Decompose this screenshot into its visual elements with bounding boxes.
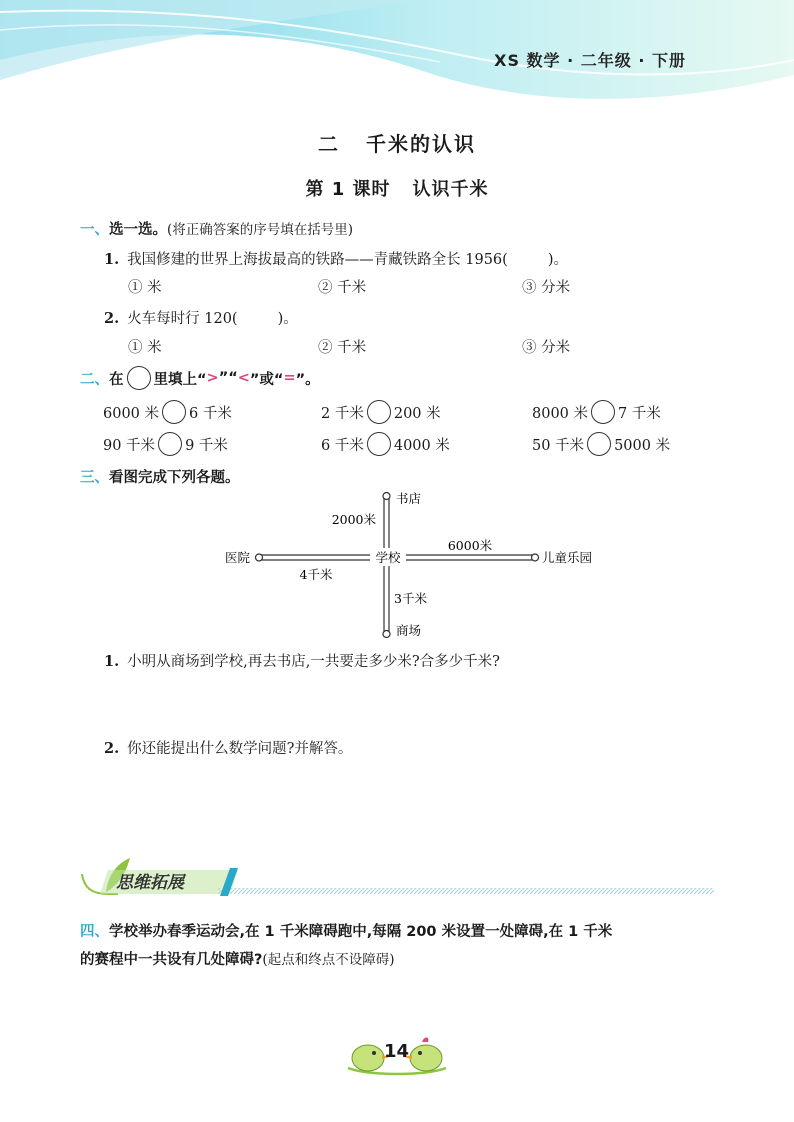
title-text: 里填上“ [153,371,207,388]
page-number: 14 [384,1041,410,1062]
park-label: 儿童乐园 [542,550,593,565]
option-c: ③ 分米 [522,340,571,356]
compare-left: 6000 米 [103,405,160,422]
comparison-item [103,432,228,456]
section-2-heading [80,366,320,390]
mall-distance: 3千米 [394,591,427,606]
chapter-name: 千米的认识 [366,132,476,156]
lesson-period: 第 1 课时 [305,179,391,200]
question-number: 2. [104,740,120,757]
option-b: ② 千米 [318,280,367,296]
mall-point-icon [383,631,390,638]
compare-right: 9 千米 [185,437,228,454]
bow-icon [422,1038,428,1043]
section-note: (将正确答案的序号填在括号里) [167,222,354,238]
compare-left: 50 千米 [532,437,585,454]
option-a: ① 米 [128,340,162,356]
compare-right: 7 千米 [618,405,661,422]
park-point-icon [532,554,539,561]
question-number: 2. [104,310,120,327]
school-label: 学校 [375,550,401,565]
question-text: 小明从商场到学校,再去书店,一共要走多少米?合多少千米? [127,654,500,670]
question-1-1 [104,248,568,269]
section-note: (起点和终点不设障碍) [262,952,395,968]
section-1-heading [80,218,353,239]
divider-stripes [218,888,714,894]
section-number: 二、 [80,371,109,388]
question-text: 火车每时行 120( [127,311,238,327]
answer-circle[interactable] [162,400,186,424]
section-3-heading [80,466,240,487]
comparison-item [532,432,670,456]
option-c: ③ 分米 [522,280,571,296]
option-a: ① 米 [128,280,162,296]
circle-icon [127,366,151,390]
title-text: 在 [109,371,124,388]
section-title: 选一选。 [109,222,167,238]
thinking-extension-banner [78,858,718,898]
title-text: ”“ [218,370,238,386]
compare-left: 2 千米 [321,405,364,422]
answer-circle[interactable] [367,400,391,424]
question-3-1 [104,650,500,671]
less-than-symbol: < [237,370,250,386]
bird-left-icon [352,1045,384,1071]
bookstore-point-icon [383,493,390,500]
section-4-line1 [80,920,612,941]
answer-circle[interactable] [591,400,615,424]
compare-right: 200 米 [393,405,441,422]
bird-right-icon [410,1045,442,1071]
section-text: 的赛程中一共设有几处障碍? [80,952,263,968]
comparison-item [103,400,232,424]
question-close: )。 [547,252,568,268]
section-number: 三、 [80,470,109,486]
section-number: 一、 [80,222,109,238]
chapter-title [0,128,794,157]
question-text: 我国修建的世界上海拔最高的铁路——青藏铁路全长 1956( [127,252,508,268]
section-title: 看图完成下列各题。 [109,470,240,486]
mall-label: 商场 [396,623,422,638]
route-map [200,486,620,646]
question-number: 1. [104,251,120,268]
answer-circle[interactable] [587,432,611,456]
option-b: ② 千米 [318,340,367,356]
question-1-2 [104,307,298,328]
question-3-2 [104,737,352,758]
answer-circle[interactable] [158,432,182,456]
hospital-point-icon [256,554,263,561]
compare-right: 6 千米 [189,405,232,422]
compare-right: 4000 米 [393,437,450,454]
section-number: 四、 [80,924,109,940]
bird-eye-icon [372,1051,376,1055]
compare-left: 6 千米 [321,437,364,454]
bird-eye-icon [418,1051,422,1055]
answer-circle[interactable] [367,432,391,456]
section-text: 学校举办春季运动会,在 1 千米障碍跑中,每隔 200 米设置一处障碍,在 1 千米 [109,924,613,940]
comparison-item [321,432,450,456]
question-close: )。 [277,311,298,327]
book-title: XS 数学 · 二年级 · 下册 [494,51,686,70]
extension-label: 思维拓展 [116,873,184,893]
chapter-number: 二 [318,132,340,156]
comparison-item [532,400,661,424]
title-text: ”或“ [249,371,284,388]
greater-than-symbol: > [206,370,219,386]
compare-right: 5000 米 [614,437,671,454]
bookstore-distance: 2000米 [331,512,376,527]
comparison-item [321,400,441,424]
hospital-label: 医院 [224,550,250,565]
lesson-name: 认识千米 [412,179,489,200]
section-4-line2 [80,948,394,969]
bookstore-label: 书店 [396,491,422,506]
compare-left: 90 千米 [103,437,156,454]
equals-symbol: = [283,370,296,386]
park-distance: 6000米 [447,538,493,553]
hospital-distance: 4千米 [299,567,333,582]
compare-left: 8000 米 [532,405,589,422]
lesson-title [0,175,794,201]
question-text: 你还能提出什么数学问题?并解答。 [127,741,353,757]
question-number: 1. [104,653,120,670]
title-text: ”。 [295,371,320,388]
